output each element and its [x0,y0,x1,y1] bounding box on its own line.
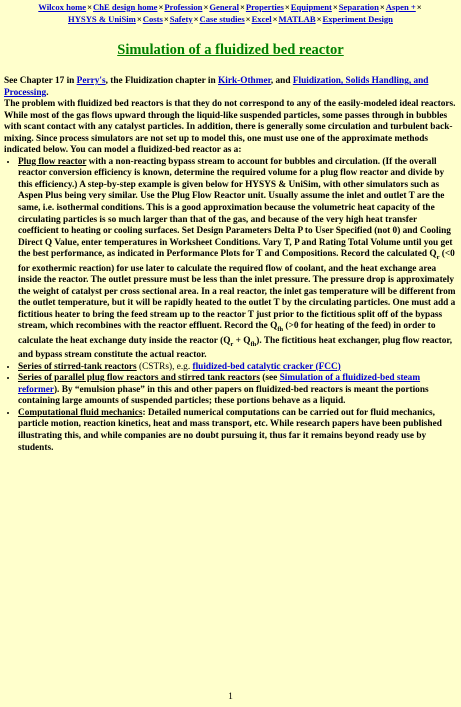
nav-link-experiment-design[interactable]: Experiment Design [322,13,393,24]
separator-x-icon: × [203,2,209,12]
parallel-text-b: ). By “emulsion phase” in this and other papers on fluidized-bed reactors is meant the portions containing large amounts of suspended particles; these portions behave as a liquid. [18,384,429,407]
nav-link-case-studies[interactable]: Case studies [199,13,245,24]
separator-x-icon: × [136,13,142,24]
separator-x-icon: × [379,2,385,12]
cfd-heading: Computational fluid mechanics [18,407,143,418]
intro-body: The problem with fluidized bed reactors is that they do not correspond to any of the easily-modeled ideal reactors. While most of the gas flows upward through the liquid-like suspended particles, some passes through in bubbles with scant contact with any catalyst particles. In addition, there is generally some circulation and turbulent back-mixing. Since process simulators are not set up to model this, one must use one of the approximate methods indicated below. You can model a fluidized-bed reactor as a: [4,99,456,156]
subscript-fh: fh [277,326,284,334]
page-title: Simulation of a fluidized bed reactor [117,42,344,58]
article-body [4,76,457,454]
nav-link-aspen-plus[interactable]: Aspen + [385,2,416,12]
separator-x-icon: × [284,2,290,12]
separator-x-icon: × [245,13,251,24]
subscript-fh: fh [250,340,257,348]
cfd-text: : Detailed numerical computations can be carried out for fluid mechanics, particle motion, reaction kinetics, heat and mass transport, etc. While research papers have been published illustrating this, and while companies are no doubt pursuing it, thus far it remains beyond ready use by students. [18,407,442,453]
nav-link-safety[interactable]: Safety [169,13,193,24]
nav-link-costs[interactable]: Costs [142,13,163,24]
nav-link-excel[interactable]: Excel [251,13,272,24]
plug-flow-text-e: ). The fictitious heat exchanger, plug flow reactor, and bypass stream constitute the actual reactor. [18,335,453,361]
plug-flow-text-a: with a non-reacting bypass stream to account for bubbles and circulation. (If the overall reactor conversion efficiency is known, determine the required volume for a plug flow reactor and divide by this efficiency.) A step-by-step example is given below for HYSYS & UniSim, with other simulators such as Aspen Plus being very similar. Use the Plug Flow Reactor unit. Usually assume the inlet and outlet T are the same, i.e. isothermal conditions. This is a good approximation because the volumetric heat capacity of the circulating particles is so much larger than that of the gas, and because of the very high heat transfer coefficient to heating or cooling surfaces. Set Design Parameters Delta P to User Specified (not 0) and Cooling Direct Q Value, enter temperatures in Worksheet Conditions. Vary T, P and Rating Total Volume until you get the best performance, as indicated in Performance Plots for T and Compositions. Record the calculated Q [18,156,453,260]
top-navigation [4,2,457,25]
plug-flow-text-d: + Q [233,335,251,346]
page-number: 1 [228,692,233,702]
list-item-parallel [18,373,457,408]
list-item-cstr [18,362,457,374]
fcc-link[interactable]: fluidized-bed catalytic cracker (FCC) [192,361,341,372]
list-item-cfd [18,408,457,454]
nav-link-separation[interactable]: Separation [338,2,379,12]
separator-x-icon: × [87,2,93,12]
method-list [4,157,457,454]
cstr-heading: Series of stirred-tank reactors [18,361,137,372]
nav-link-general[interactable]: General [209,2,239,12]
separator-x-icon: × [316,13,322,24]
intro-text-1: See Chapter 17 in [4,76,77,86]
nav-link-equipment[interactable]: Equipment [290,2,332,12]
separator-x-icon: × [163,13,169,24]
intro-text-3: , and [270,76,293,86]
cstr-text: (CSTRs), e.g. [136,361,193,372]
separator-x-icon: × [239,2,245,12]
parallel-text-a: (see [259,373,280,384]
perrys-link[interactable]: Perry's [76,76,106,86]
plug-flow-text-c: (>0 for heating of the feed) in order to calculate the heat exchange duty inside the reactor (Q [18,321,436,346]
fluidization-book-link[interactable]: Fluidization, Solids Handling, and Processing [4,76,429,98]
intro-paragraph [4,76,457,157]
nav-link-che-design-home[interactable]: ChE design home [93,2,158,12]
intro-text-2: , the Fluidization chapter in [105,76,219,86]
intro-text-4: . [46,87,49,98]
nav-link-profession[interactable]: Profession [164,2,203,12]
separator-x-icon: × [193,13,199,24]
nav-link-matlab[interactable]: MATLAB [278,13,316,24]
steam-reformer-link[interactable]: Simulation of a fluidized-bed steam reformer [18,373,421,395]
parallel-heading: Series of parallel plug flow reactors and stirred tank reactors [18,373,260,384]
separator-x-icon: × [416,2,422,12]
list-item-plug-flow [18,157,457,362]
plug-flow-text-b: (<0 for exothermic reaction) for use later to calculate the required flow of coolant, and the heat exchange area inside the reactor. The outlet pressure must be less than the inlet pressure. The pressure drop is approximately the weight of catalyst per cross sectional area. In a real reactor, the inlet gas temperature will be different from the outlet temperature, but it will be rapidly heated to the outlet T by the circulating particles. One must add a fictitious heater to bring the feed stream up to the reactor T just prior to the fictitious split off of the bypass stream, which recombines with the reactor effluent. Record the Q [18,249,456,332]
separator-x-icon: × [272,13,278,24]
nav-link-wilcox-home[interactable]: Wilcox home [38,2,87,12]
separator-x-icon: × [332,2,338,12]
nav-link-hysys-unisim[interactable]: HYSYS & UniSim [68,13,136,24]
subscript-r: r [436,254,440,262]
kirk-othmer-link[interactable]: Kirk-Othmer [218,76,271,86]
plug-flow-heading: Plug flow reactor [18,156,87,167]
subscript-r: r [230,340,234,348]
separator-x-icon: × [158,2,164,12]
nav-link-properties[interactable]: Properties [245,2,284,12]
